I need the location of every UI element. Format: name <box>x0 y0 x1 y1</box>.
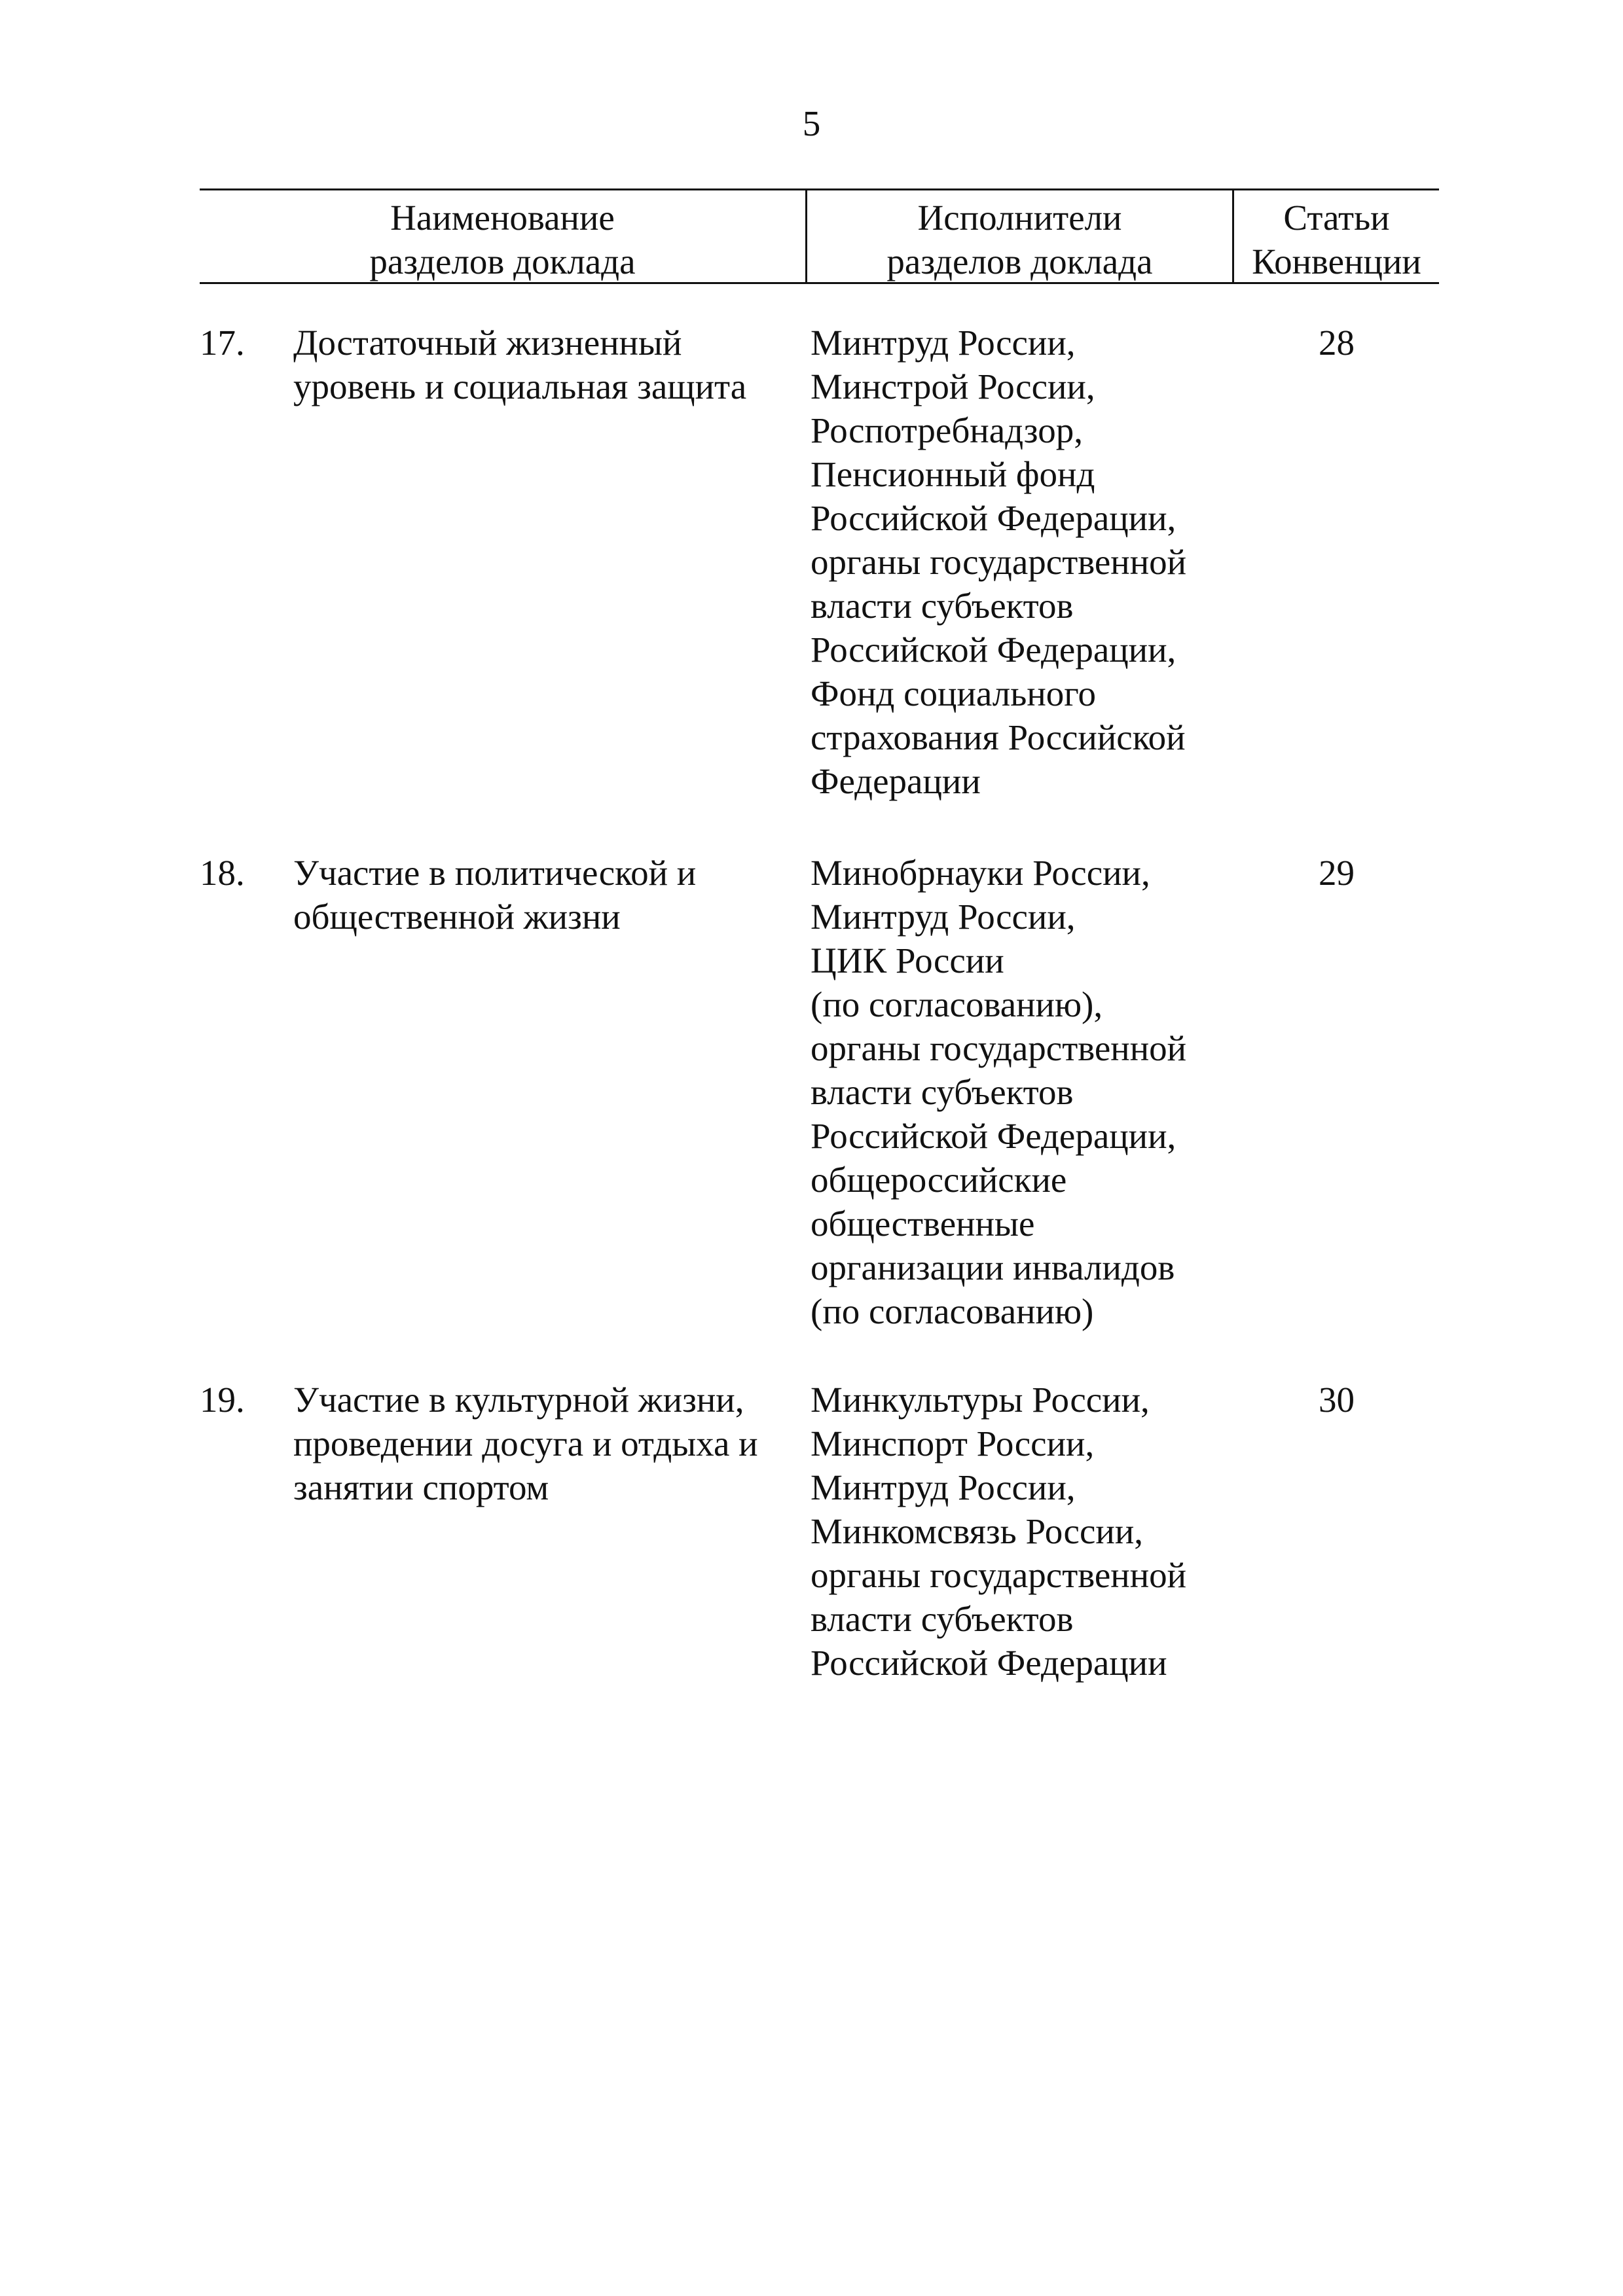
row-executors <box>811 851 1243 1333</box>
executor-line: ЦИК России <box>811 941 1004 980</box>
executor-line: органы государственной <box>811 1555 1187 1595</box>
row-number: 17. <box>200 323 245 363</box>
executor-line: Минтруд России, <box>811 897 1076 937</box>
executor-line: Российской Федерации <box>811 1643 1167 1683</box>
executor-line: Российской Федерации, <box>811 498 1176 538</box>
executor-line: Пенсионный фонд <box>811 454 1095 494</box>
executor-line: Минкомсвязь России, <box>811 1511 1143 1551</box>
executor-line: органы государственной <box>811 542 1187 582</box>
executor-line: Российской Федерации, <box>811 630 1176 670</box>
header-line: Статьи <box>1283 198 1390 238</box>
executor-line: Минстрой России, <box>811 367 1095 406</box>
title-line: Достаточный жизненный <box>293 323 682 363</box>
executor-line: Российской Федерации, <box>811 1116 1176 1156</box>
executor-line: власти субъектов <box>811 1072 1074 1112</box>
header-line: Исполнители <box>917 198 1122 238</box>
header-line: Конвенции <box>1252 242 1421 281</box>
header-section-name <box>200 190 807 282</box>
header-line: разделов доклада <box>369 242 636 281</box>
row-title <box>293 321 804 408</box>
header-articles <box>1234 190 1439 282</box>
executor-line: страхования Российской <box>811 717 1186 757</box>
row-article: 30 <box>1319 1380 1355 1420</box>
row-title <box>293 851 804 939</box>
executor-line: Минкультуры России, <box>811 1380 1150 1420</box>
row-number: 19. <box>200 1380 245 1420</box>
title-line: Участие в политической и <box>293 853 697 893</box>
executor-line: (по согласованию), <box>811 984 1103 1024</box>
title-line: уровень и социальная защита <box>293 367 747 406</box>
header-executors <box>807 190 1234 282</box>
executor-line: власти субъектов <box>811 586 1074 626</box>
row-number: 18. <box>200 853 245 893</box>
header-line: Наименование <box>390 198 615 238</box>
executor-line: организации инвалидов <box>811 1247 1175 1287</box>
title-line: проведении досуга и отдыха и <box>293 1424 758 1463</box>
executor-line: органы государственной <box>811 1028 1187 1068</box>
executor-line: общественные <box>811 1204 1035 1244</box>
row-executors <box>811 1378 1243 1685</box>
executor-line: Роспотребнадзор, <box>811 410 1083 450</box>
row-executors <box>811 321 1243 803</box>
page-number: 5 <box>802 103 821 143</box>
executor-line: общероссийские <box>811 1160 1067 1200</box>
row-title <box>293 1378 804 1509</box>
executor-line: (по согласованию) <box>811 1291 1094 1331</box>
executor-line: Фонд социального <box>811 673 1096 713</box>
executor-line: Федерации <box>811 761 981 801</box>
executor-line: власти субъектов <box>811 1599 1074 1639</box>
executor-line: Минтруд России, <box>811 1467 1076 1507</box>
title-line: занятии спортом <box>293 1467 549 1507</box>
table-header <box>200 188 1439 284</box>
header-line: разделов доклада <box>886 242 1153 281</box>
executor-line: Минспорт России, <box>811 1424 1095 1463</box>
executor-line: Минобрнауки России, <box>811 853 1150 893</box>
title-line: общественной жизни <box>293 897 621 937</box>
row-article: 29 <box>1319 853 1355 893</box>
executor-line: Минтруд России, <box>811 323 1076 363</box>
title-line: Участие в культурной жизни, <box>293 1380 744 1420</box>
row-article: 28 <box>1319 323 1355 363</box>
